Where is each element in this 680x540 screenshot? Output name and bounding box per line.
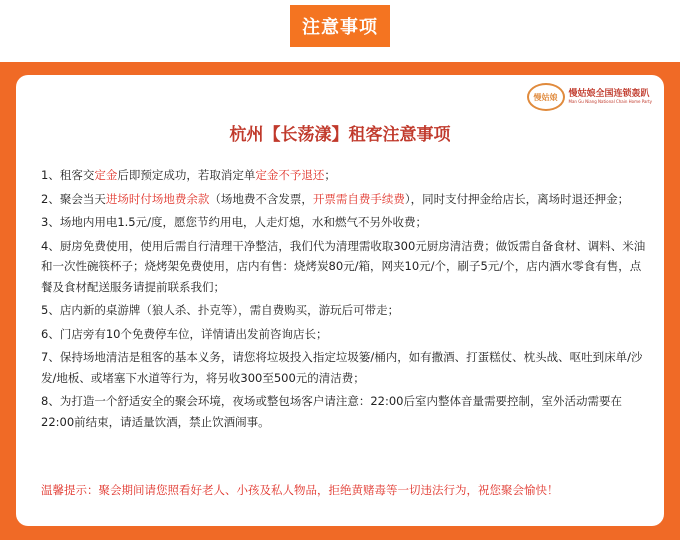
rule-2 bbox=[41, 189, 651, 210]
page-title: 杭州【长荡漾】租客注意事项 bbox=[229, 125, 451, 145]
logo-text bbox=[569, 90, 653, 104]
rule-1-highlight: 定金 bbox=[94, 168, 118, 182]
logo-mark-icon: 慢姑娘 bbox=[527, 83, 565, 111]
brand-logo bbox=[527, 83, 653, 111]
rule-2-highlight: 开票需自费手续费 bbox=[312, 191, 405, 206]
header-badge: 注意事项 bbox=[290, 5, 390, 47]
logo-english: Man Gu Niang National Chain Home Party bbox=[568, 98, 652, 104]
rule-7: 7、保持场地清洁是租客的基本义务，请您将垃圾投入指定垃圾篓/桶内，如有撒酒、打蛋糕仗、枕头战、呕吐到床单/沙发/地板、或堵塞下水道等行为，将另收300至500元的清洁费； bbox=[41, 350, 643, 385]
rule-2-text: （场地费不含发票， bbox=[209, 191, 313, 206]
rule-3: 3、场地内用电1.5元/度，愿您节约用电，人走灯熄，水和燃气不另外收费； bbox=[41, 215, 427, 229]
logo-chinese: 慢姑娘全国连锁轰趴 bbox=[568, 88, 650, 99]
rules-list bbox=[41, 165, 651, 435]
rule-2-text: 2、聚会当天 bbox=[41, 191, 106, 206]
rule-4: 4、厨房免费使用，使用后需自行清理干净整洁，我们代为清理需收取300元厨房清洁费；做饭需自备食材、调料、米油和一次性碗筷杯子；烧烤架免费使用，店内有售：烧烤炭80元/箱，网夹10元/个，刷子5元/个，店内酒水零食有售，点餐及食材配送服务请提前联系我们； bbox=[41, 238, 646, 294]
rule-2-text: ），同时支付押金给店长，离场时退还押金； bbox=[404, 191, 630, 206]
rule-1-text: 1、租客交 bbox=[41, 168, 95, 182]
rule-8: 8、为打造一个舒适安全的聚会环境，夜场或整包场客户请注意：22:00后室内整体音量需要控制，室外活动需要在22:00前结束，请适量饮酒，禁止饮酒闹事。 bbox=[41, 394, 622, 429]
rule-2-highlight: 进场时付场地费余款 bbox=[105, 191, 210, 206]
warm-tip: 温馨提示：聚会期间请您照看好老人、小孩及私人物品，拒绝黄赌毒等一切违法行为，祝您聚会愉快！ bbox=[41, 483, 559, 497]
rule-1-highlight: 定金不予退还 bbox=[255, 168, 325, 182]
rule-1-text: ； bbox=[324, 168, 336, 182]
rule-1-text: 后即预定成功，若取消定单 bbox=[117, 168, 256, 182]
rule-1 bbox=[41, 165, 651, 186]
rule-6: 6、门店旁有10个免费停车位，详情请出发前咨询店长； bbox=[41, 326, 328, 341]
notice-card bbox=[16, 75, 664, 526]
rule-5: 5、店内新的桌游牌（狼人杀、扑克等），需自费购买，游玩后可带走； bbox=[41, 303, 400, 317]
